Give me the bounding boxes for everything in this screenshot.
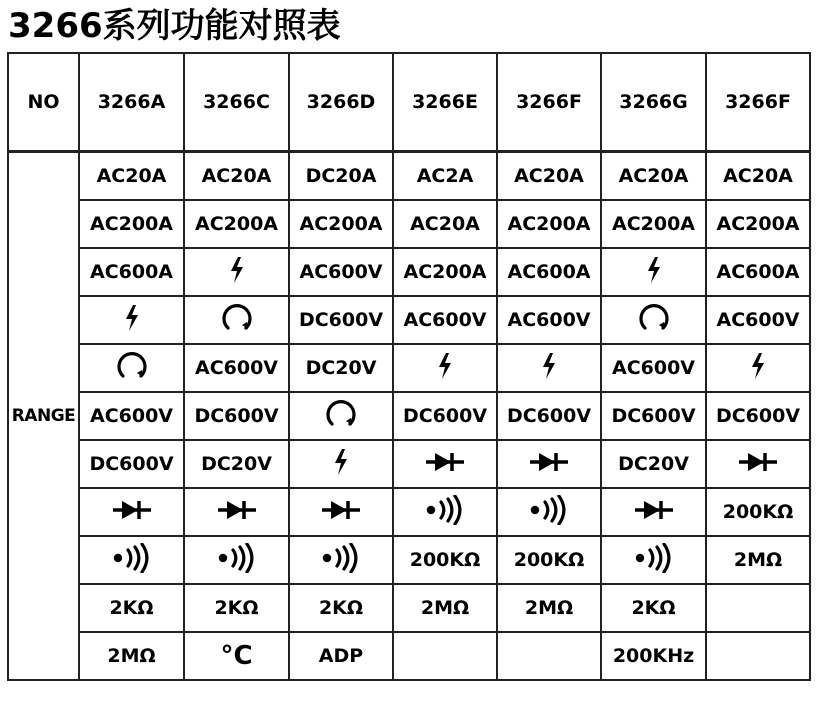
table-row [8,488,810,536]
lightning-icon [540,352,558,385]
cell-value: AC200A [403,261,487,283]
cell-value: 2KΩ [109,597,154,619]
table-cell [706,536,810,584]
cell-value: AC600V [194,357,278,379]
table-row [8,392,810,440]
cell-value: ADP [318,645,364,667]
cell-value: DC20V [305,357,377,379]
table-cell [393,248,497,296]
table-cell [601,296,706,344]
cell-value: 2KΩ [631,597,676,619]
table-cell [706,152,810,201]
table-row [8,584,810,632]
table-cell [289,440,393,488]
table-cell [601,200,706,248]
table-cell [79,200,184,248]
table-cell [184,296,289,344]
table-cell [601,536,706,584]
table-cell [601,488,706,536]
cell-value: AC600V [507,309,591,331]
table-row [8,248,810,296]
table-cell [184,632,289,680]
header-model: 3266F [706,53,810,152]
table-cell [393,392,497,440]
cell-value: AC200A [299,213,383,235]
table-cell [601,248,706,296]
table-cell [79,296,184,344]
cell-value: DC600V [194,405,279,427]
table-cell [184,200,289,248]
cell-value: AC200A [89,213,173,235]
cell-value: AC200A [716,213,800,235]
table-cell [289,536,393,584]
diode-icon [425,451,465,478]
table-row [8,536,810,584]
table-cell [393,536,497,584]
table-cell [497,632,601,680]
table-cell [79,536,184,584]
table-cell [393,200,497,248]
table-cell [497,488,601,536]
table-cell [289,296,393,344]
diode-icon [634,499,674,526]
header-no: NO [8,53,79,152]
header-model: 3266A [79,53,184,152]
cell-value: DC600V [506,405,592,427]
table-cell [289,488,393,536]
table-cell [497,440,601,488]
buzzer-icon [529,495,569,530]
table-cell [184,152,289,201]
table-row [8,632,810,680]
cell-value: 200KΩ [722,501,794,523]
lightning-icon [123,304,141,337]
cell-value: DC20A [305,165,377,187]
diode-icon [217,499,257,526]
cell-value: AC200A [611,213,695,235]
cell-value: DC20V [618,453,689,475]
table-cell [601,152,706,201]
table-cell [79,392,184,440]
table-row [8,296,810,344]
header-row [8,53,810,152]
cell-value: 2MΩ [420,597,470,619]
buzzer-icon [425,495,465,530]
cell-value: AC20A [201,165,272,187]
table-cell [184,344,289,392]
table-cell [393,296,497,344]
table-cell [393,632,497,680]
table-cell [79,344,184,392]
cell-value: AC600V [403,309,487,331]
table-cell [601,584,706,632]
cell-value: 200KΩ [513,549,585,571]
table-row [8,344,810,392]
table-cell [289,152,393,201]
cell-value: AC200A [194,213,278,235]
cell-value: AC600V [89,405,173,427]
table-cell [601,632,706,680]
cell-value: AC20A [410,213,480,235]
diode-icon [738,451,778,478]
cell-value: DC600V [402,405,488,427]
header-model: 3266D [289,53,393,152]
continuity-ring-icon [114,350,150,387]
table-cell [393,344,497,392]
continuity-ring-icon [219,302,255,339]
table-cell [393,440,497,488]
table-cell [497,248,601,296]
table-cell [289,392,393,440]
table-cell [79,488,184,536]
table-cell [79,248,184,296]
table-row [8,440,810,488]
table-cell [289,344,393,392]
table-cell [497,152,601,201]
lightning-icon [645,256,663,289]
header-model: 3266F [497,53,601,152]
table-cell [497,584,601,632]
cell-value: AC600A [89,261,173,283]
table-cell [706,296,810,344]
table-cell [601,440,706,488]
table-cell [393,152,497,201]
diode-icon [529,451,569,478]
table-cell [79,632,184,680]
table-row [8,200,810,248]
cell-value: AC20A [618,165,689,187]
table-cell [497,344,601,392]
cell-value: DC600V [89,453,174,475]
cell-value: 2MΩ [524,597,574,619]
table-row [8,152,810,201]
table-cell [706,632,810,680]
buzzer-icon [634,543,674,578]
lightning-icon [436,352,454,385]
header-model: 3266C [184,53,289,152]
table-cell [79,584,184,632]
table-cell [706,200,810,248]
table-cell [393,488,497,536]
cell-value: 2KΩ [318,597,364,619]
celsius-label: °C [220,641,253,671]
table-cell [184,536,289,584]
cell-value: 200KΩ [409,549,481,571]
cell-value: AC600V [299,261,383,283]
header-model: 3266E [393,53,497,152]
table-cell [289,248,393,296]
table-cell [79,152,184,201]
continuity-ring-icon [636,302,672,339]
cell-value: AC20A [96,165,167,187]
cell-value: DC600V [715,405,801,427]
diode-icon [112,499,152,526]
cell-value: AC600V [716,309,800,331]
diode-icon [321,499,361,526]
buzzer-icon [112,543,152,578]
cell-value: AC200A [507,213,591,235]
table-cell [184,440,289,488]
cell-value: AC600V [611,357,695,379]
table-cell [497,296,601,344]
lightning-icon [332,448,350,481]
table-cell [79,440,184,488]
table-cell [289,200,393,248]
cell-value: 2MΩ [107,645,156,667]
table-cell [706,392,810,440]
table-cell [706,440,810,488]
table-cell [601,344,706,392]
cell-value: AC600A [507,261,591,283]
table-cell [497,200,601,248]
table-cell [289,632,393,680]
page-title: 3266系列功能对照表 [8,6,341,46]
table-cell [706,584,810,632]
table-cell [706,488,810,536]
table-cell [289,584,393,632]
function-table [7,52,811,681]
table-cell [497,392,601,440]
cell-value: AC20A [514,165,584,187]
lightning-icon [749,352,767,385]
cell-value: AC2A [416,165,474,187]
table-cell [184,248,289,296]
table-cell [497,536,601,584]
range-label: RANGE [8,152,79,681]
buzzer-icon [321,543,361,578]
table-cell [393,584,497,632]
cell-value: DC600V [611,405,696,427]
cell-value: AC20A [723,165,793,187]
table-cell [184,488,289,536]
lightning-icon [228,256,246,289]
cell-value: AC600A [716,261,800,283]
cell-value: DC20V [201,453,272,475]
cell-value: DC600V [298,309,384,331]
table-cell [706,344,810,392]
header-model: 3266G [601,53,706,152]
table-cell [706,248,810,296]
continuity-ring-icon [323,398,359,435]
table-cell [184,584,289,632]
cell-value: 2KΩ [214,597,259,619]
cell-value: 2MΩ [733,549,783,571]
table-cell [184,392,289,440]
buzzer-icon [217,543,257,578]
cell-value: 200KHz [612,645,695,667]
table-cell [601,392,706,440]
